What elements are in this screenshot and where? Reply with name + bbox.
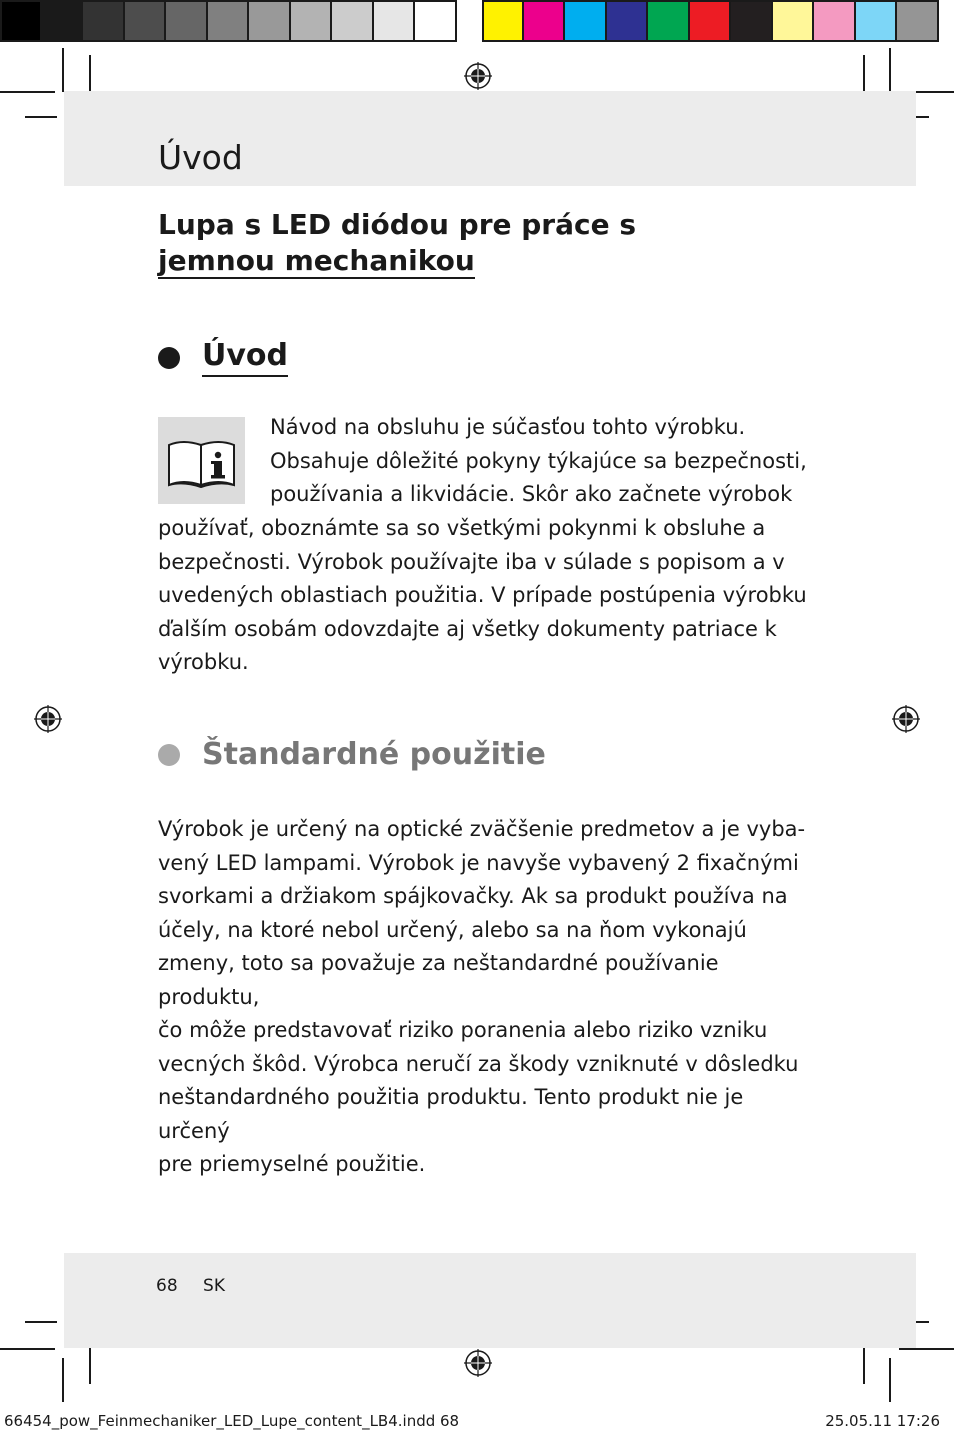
crop-mark <box>25 116 57 118</box>
color-swatch <box>607 0 649 42</box>
page-number: 68 <box>156 1276 178 1296</box>
intended-use-paragraph <box>158 813 808 1182</box>
crop-mark <box>0 91 55 93</box>
crop-mark <box>62 48 64 92</box>
crop-mark <box>889 48 891 92</box>
page-footer <box>156 1276 245 1296</box>
color-swatch <box>374 0 416 42</box>
info-manual-icon <box>158 417 245 504</box>
text-line: zmeny, toto sa považuje za neštandardné používanie produktu, <box>158 951 719 1009</box>
product-title-line: jemnou mechanikou <box>158 244 475 277</box>
color-swatch <box>125 0 167 42</box>
footer-band <box>64 1253 916 1348</box>
crop-mark <box>25 1321 57 1323</box>
section-heading-label: Štandardné použitie <box>202 737 546 772</box>
crop-mark <box>899 1348 954 1350</box>
color-swatch <box>773 0 815 42</box>
text-line: vecných škôd. Výrobca neručí za škody vzniknuté v dôsledku <box>158 1051 799 1076</box>
intro-paragraph-side <box>270 411 810 512</box>
registration-mark-icon <box>464 1349 492 1377</box>
text-line: Obsahuje dôležité pokyny týkajúce sa bezpečnosti, <box>270 448 807 473</box>
product-title <box>158 207 638 279</box>
text-line: bezpečnosti. Výrobok používajte iba v súlade s popisom a v <box>158 549 785 574</box>
color-swatch <box>208 0 250 42</box>
color-swatch <box>0 0 42 42</box>
color-swatch <box>731 0 773 42</box>
intro-paragraph-full <box>158 512 808 680</box>
text-line: výrobku. <box>158 650 249 674</box>
page-header-title: Úvod <box>158 138 243 177</box>
crop-mark <box>0 1348 55 1350</box>
color-swatch <box>166 0 208 42</box>
color-swatch <box>814 0 856 42</box>
crop-mark <box>889 1358 891 1402</box>
color-swatch <box>332 0 374 42</box>
color-swatch <box>897 0 939 42</box>
text-line: účely, na ktoré nebol určený, alebo sa na ňom vykonajú <box>158 917 747 942</box>
grayscale-color-bar <box>0 0 457 46</box>
section-heading-standardne-pouzitie <box>158 737 546 772</box>
text-line: používať, oboznámte sa so všetkými pokynmi k obsluhe a <box>158 516 766 540</box>
text-line: Výrobok je určený na optické zväčšenie predmetov a je vyba- <box>158 817 806 841</box>
registration-mark-icon <box>892 705 920 733</box>
cmyk-color-bar <box>482 0 939 46</box>
color-swatch <box>856 0 898 42</box>
color-swatch <box>482 0 524 42</box>
text-line: svorkami a držiakom spájkovačky. Ak sa produkt používa na <box>158 884 788 908</box>
color-swatch <box>690 0 732 42</box>
color-swatch <box>565 0 607 42</box>
bullet-icon <box>158 744 180 766</box>
text-line: pre priemyselné použitie. <box>158 1152 426 1176</box>
section-heading-label: Úvod <box>202 338 288 377</box>
section-heading-uvod <box>158 338 288 377</box>
bullet-icon <box>158 347 180 369</box>
text-line: vený LED lampami. Výrobok je navyše vybavený 2 fixačnými <box>158 850 799 875</box>
color-swatch <box>291 0 333 42</box>
color-swatch <box>524 0 566 42</box>
color-swatch <box>83 0 125 42</box>
color-swatch <box>415 0 457 42</box>
crop-mark <box>62 1358 64 1402</box>
slug-filename: 66454_pow_Feinmechaniker_LED_Lupe_content_LB4.indd 68 <box>4 1412 460 1430</box>
slug-datetime: 25.05.11 17:26 <box>825 1412 940 1430</box>
color-swatch <box>648 0 690 42</box>
registration-mark-icon <box>34 705 62 733</box>
text-line: Návod na obsluhu je súčasťou tohto výrobku. <box>270 415 746 439</box>
text-line: ďalším osobám odovzdajte aj všetky dokumenty patriace k <box>158 616 777 641</box>
language-code: SK <box>203 1276 225 1296</box>
text-line: používania a likvidácie. Skôr ako začnete výrobok <box>270 482 793 506</box>
text-line: čo môže predstavovať riziko poranenia alebo riziko vzniku <box>158 1018 768 1042</box>
color-swatch <box>42 0 84 42</box>
text-line: uvedených oblastiach použitia. V prípade postúpenia výrobku <box>158 583 807 607</box>
color-swatch <box>249 0 291 42</box>
product-title-line: Lupa s LED diódou pre práce s <box>158 208 637 241</box>
registration-mark-icon <box>464 62 492 90</box>
text-line: neštandardného použitia produktu. Tento produkt nie je určený <box>158 1085 744 1143</box>
